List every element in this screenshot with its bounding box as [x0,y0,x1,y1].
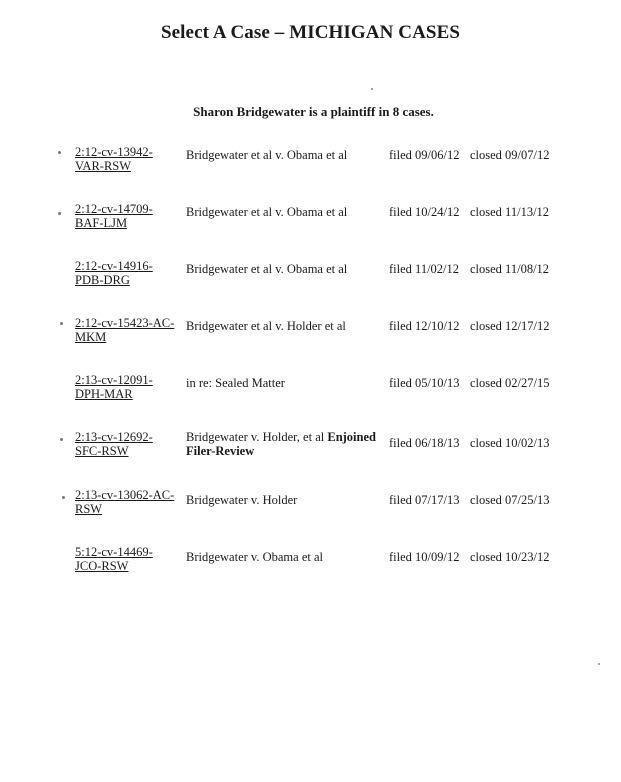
case-number-line2: PDB-DRG [75,273,130,287]
case-title [186,430,386,458]
case-number-link[interactable] [75,488,185,516]
case-row [0,373,621,413]
case-number-line1: 2:12-cv-15423-AC- [75,316,175,330]
case-title [186,205,386,219]
closed-date: closed 10/02/13 [470,436,550,450]
case-number-line1: 2:12-cv-14709- [75,202,153,216]
case-number-link[interactable] [75,259,185,287]
case-row [0,202,621,242]
scan-mark [58,151,61,154]
case-number-link[interactable] [75,202,185,230]
closed-date: closed 07/25/13 [470,493,550,507]
case-title-text: Bridgewater et al v. Obama et al [186,148,348,162]
case-number-link[interactable] [75,373,185,401]
case-number-line2: DPH-MAR [75,387,133,401]
scan-mark [62,496,65,499]
filed-date: filed 10/09/12 [389,550,460,564]
case-number-line1: 2:13-cv-12692- [75,430,153,444]
closed-date: closed 11/13/12 [470,205,550,219]
case-number-line1: 2:13-cv-12091- [75,373,153,387]
case-number-line2: MKM [75,330,107,344]
case-row [0,430,621,470]
filed-date: filed 12/10/12 [389,319,460,333]
case-count-summary: Sharon Bridgewater is a plaintiff in 8 cases. [193,104,434,119]
scan-mark [60,438,63,441]
filed-date: filed 09/06/12 [389,148,460,162]
filed-date: filed 07/17/13 [389,493,460,507]
closed-date: closed 11/08/12 [470,262,550,276]
scan-speck [598,663,600,665]
filed-date: filed 06/18/13 [389,436,460,450]
case-title-text: Bridgewater et al v. Holder et al [186,319,346,333]
case-row [0,488,621,528]
scan-mark [60,322,63,325]
case-title [186,376,386,390]
case-title-line2: Filer-Review [186,444,255,458]
case-title [186,319,386,333]
case-number-line2: JCO-RSW [75,559,129,573]
filed-date: filed 05/10/13 [389,376,460,390]
case-number-link[interactable] [75,430,185,458]
closed-date: closed 09/07/12 [470,148,550,162]
filed-date: filed 10/24/12 [389,205,460,219]
case-number-line2: BAF-LJM [75,216,128,230]
case-row [0,545,621,585]
case-title-text: Bridgewater et al v. Obama et al [186,205,348,219]
case-row [0,145,621,185]
case-title [186,550,386,564]
case-number-line1: 2:13-cv-13062-AC- [75,488,175,502]
page-title: Select A Case – MICHIGAN CASES [160,22,461,43]
scan-speck [371,88,373,90]
case-row [0,316,621,356]
case-number-line1: 2:12-cv-13942- [75,145,153,159]
scan-mark [58,212,61,215]
case-title-text: in re: Sealed Matter [186,376,285,390]
case-title [186,148,386,162]
case-number-line2: VAR-RSW [75,159,132,173]
case-row [0,259,621,299]
filed-date: filed 11/02/12 [389,262,460,276]
case-number-link[interactable] [75,145,185,173]
closed-date: closed 10/23/12 [470,550,550,564]
case-title-text: Bridgewater et al v. Obama et al [186,262,348,276]
case-number-line1: 5:12-cv-14469- [75,545,153,559]
case-number-line2: SFC-RSW [75,444,129,458]
case-number-link[interactable] [75,545,185,573]
case-title-text: Bridgewater v. Holder, et al [186,430,328,444]
case-number-line2: RSW [75,502,103,516]
case-title-text: Bridgewater v. Obama et al [186,550,323,564]
closed-date: closed 02/27/15 [470,376,550,390]
case-title-text: Bridgewater v. Holder [186,493,298,507]
case-title [186,262,386,276]
case-number-line1: 2:12-cv-14916- [75,259,153,273]
case-title-enjoined: Enjoined [327,430,376,444]
closed-date: closed 12/17/12 [470,319,550,333]
case-title [186,493,386,507]
case-number-link[interactable] [75,316,185,344]
